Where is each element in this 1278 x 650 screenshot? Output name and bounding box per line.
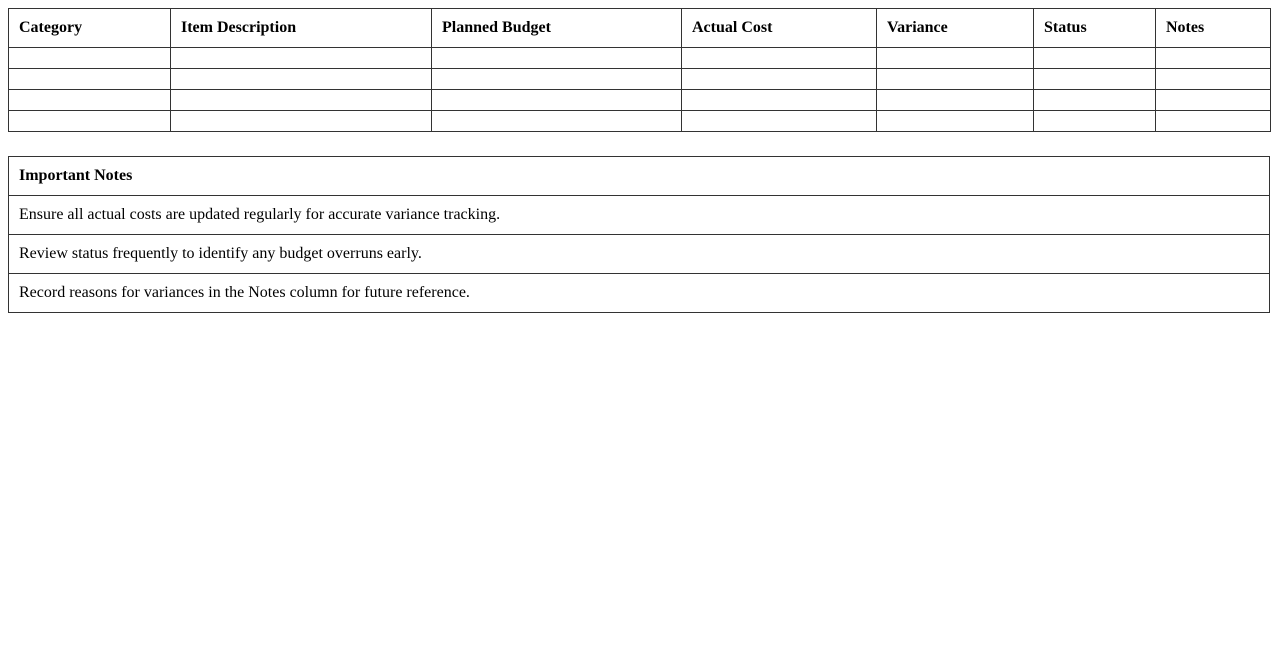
table-cell-actual-cost[interactable] [682,111,877,132]
header-row [9,9,1271,48]
table-cell-planned-budget[interactable] [432,90,682,111]
table-cell-notes[interactable] [1156,111,1271,132]
table-cell-actual-cost[interactable] [682,69,877,90]
column-header-actual-cost: Actual Cost [682,9,877,48]
table-cell-status[interactable] [1034,48,1156,69]
column-header-item-description: Item Description [171,9,432,48]
table-cell-notes[interactable] [1156,48,1271,69]
table-cell-item-description[interactable] [171,90,432,111]
budget-table [8,8,1271,132]
table-cell-variance[interactable] [877,90,1034,111]
table-cell-planned-budget[interactable] [432,69,682,90]
list-item [9,196,1270,235]
important-notes-table [8,156,1270,313]
table-cell-category[interactable] [9,48,171,69]
column-header-planned-budget: Planned Budget [432,9,682,48]
table-cell-variance[interactable] [877,111,1034,132]
table-cell-variance[interactable] [877,48,1034,69]
table-cell-actual-cost[interactable] [682,90,877,111]
table-cell-notes[interactable] [1156,69,1271,90]
note-item: Review status frequently to identify any budget overruns early. [9,235,1270,274]
table-cell-category[interactable] [9,111,171,132]
budget-table-body [9,48,1271,132]
table-cell-item-description[interactable] [171,111,432,132]
table-cell-item-description[interactable] [171,48,432,69]
list-item [9,235,1270,274]
table-row [9,90,1271,111]
table-row [9,111,1271,132]
important-notes-body [9,196,1270,313]
note-item: Ensure all actual costs are updated regularly for accurate variance tracking. [9,196,1270,235]
list-item [9,274,1270,313]
column-header-status: Status [1034,9,1156,48]
table-cell-status[interactable] [1034,111,1156,132]
table-cell-category[interactable] [9,69,171,90]
important-notes-title: Important Notes [9,157,1270,196]
column-header-variance: Variance [877,9,1034,48]
column-header-notes: Notes [1156,9,1271,48]
table-cell-notes[interactable] [1156,90,1271,111]
table-cell-item-description[interactable] [171,69,432,90]
table-cell-actual-cost[interactable] [682,48,877,69]
table-cell-planned-budget[interactable] [432,48,682,69]
table-cell-variance[interactable] [877,69,1034,90]
table-cell-status[interactable] [1034,90,1156,111]
table-cell-planned-budget[interactable] [432,111,682,132]
column-header-category: Category [9,9,171,48]
table-row [9,69,1271,90]
budget-table-header [9,9,1271,48]
important-notes-header-row [9,157,1270,196]
table-cell-category[interactable] [9,90,171,111]
table-cell-status[interactable] [1034,69,1156,90]
note-item: Record reasons for variances in the Notes column for future reference. [9,274,1270,313]
table-row [9,48,1271,69]
important-notes-header [9,157,1270,196]
